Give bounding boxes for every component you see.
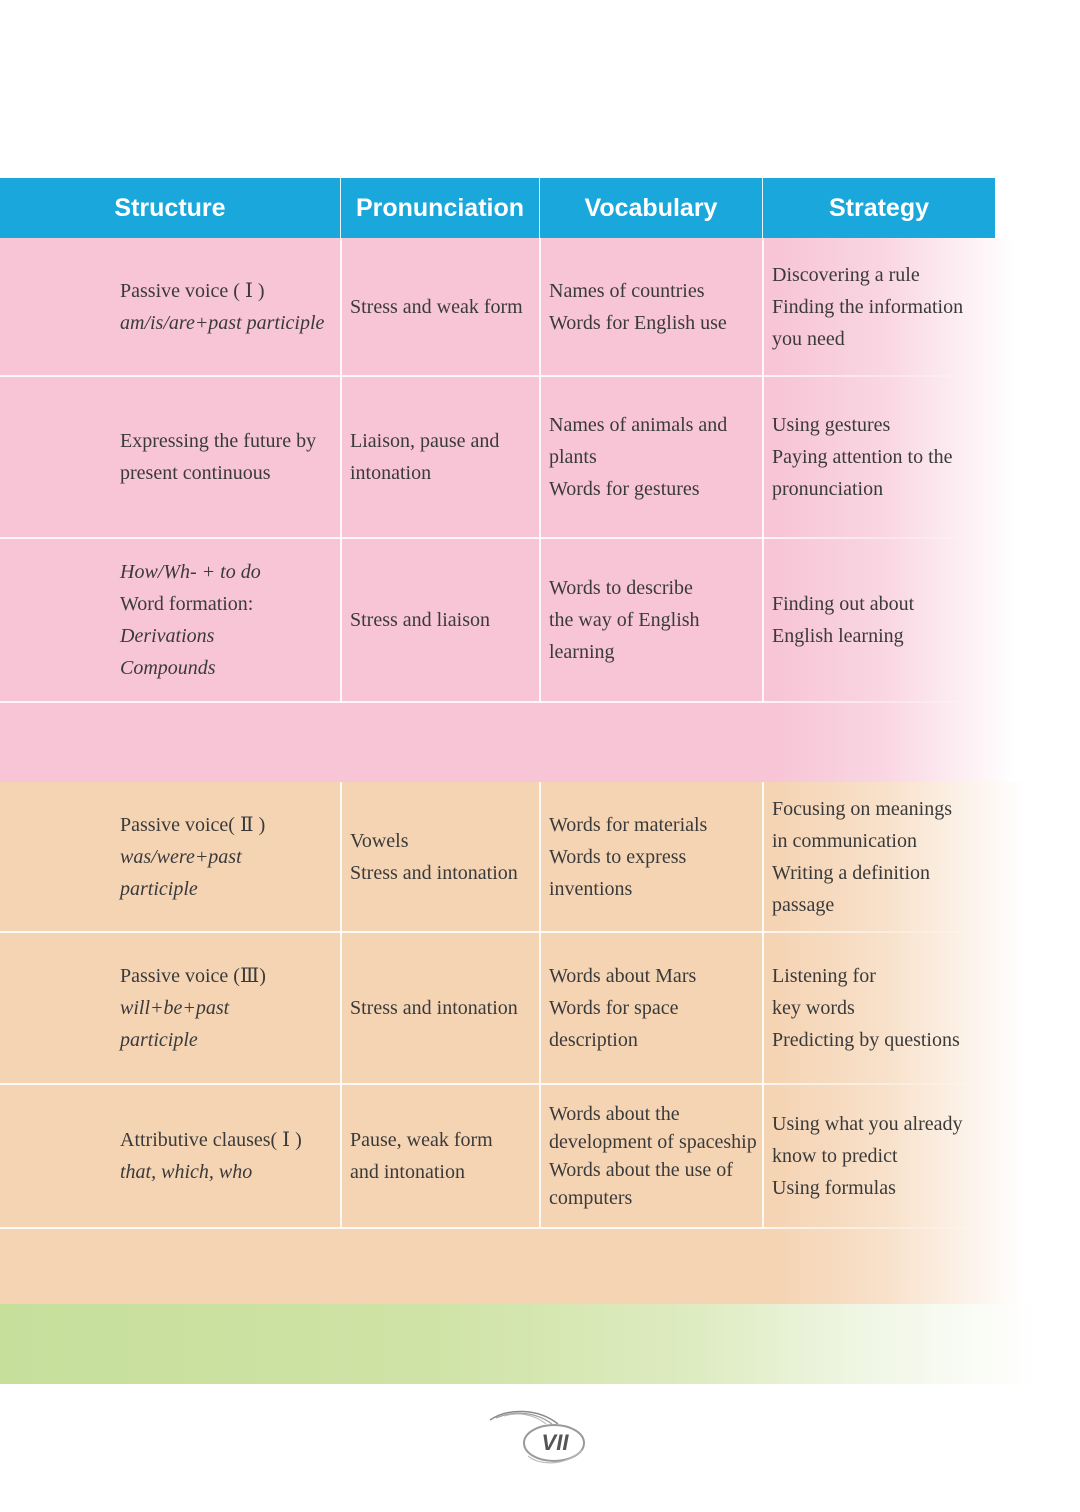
vocabulary-cell: Words about the development of spaceship Words about the use of computers [539,1084,762,1228]
pronunciation-cell: Stress and intonation [340,932,539,1084]
vocabulary-cell: Words for materials Words to express inventions [539,782,762,932]
strategy-cell: Finding out about English learning [762,538,995,702]
vocabulary-cell: Names of countries Words for English use [539,238,762,376]
vocabulary-cell: Names of animals and plants Words for gestures [539,376,762,538]
strategy-cell: Listening for key words Predicting by questions [762,932,995,1084]
structure-cell: Passive voice ( Ⅰ ) am/is/are+past participle [120,280,325,334]
table-row [0,932,1080,1084]
strategy-cell: Discovering a rule Finding the information you need [762,238,995,376]
table-row [0,1084,1080,1228]
strategy-cell: Focusing on meanings in communication Writing a definition passage [762,782,995,932]
table-row [0,538,1080,702]
table-header [0,178,995,238]
vocabulary-cell: Words to describe the way of English learning [539,538,762,702]
pronunciation-cell: Vowels Stress and intonation [340,782,539,932]
pronunciation-cell: Pause, weak form and intonation [340,1084,539,1228]
strategy-cell: Using what you already know to predict Using formulas [762,1084,995,1228]
header-strategy: Strategy [762,178,995,238]
module-section-orange [0,782,1080,1304]
table-row [0,238,1080,376]
strategy-cell: Using gestures Paying attention to the pronunciation [762,376,995,538]
table-row [0,782,1080,932]
page-number: VII [541,1430,569,1455]
table-row [0,376,1080,538]
pronunciation-cell: Stress and weak form [340,238,539,376]
header-pronunciation: Pronunciation [340,178,539,238]
structure-cell: Attributive clauses( Ⅰ ) that, which, who [120,1129,302,1183]
header-structure: Structure [114,193,226,222]
structure-cell: Expressing the future by present continuous [120,430,317,484]
pronunciation-cell: Liaison, pause and intonation [340,376,539,538]
header-vocabulary: Vocabulary [539,178,762,238]
pronunciation-cell: Stress and liaison [340,538,539,702]
structure-cell: Passive voice (Ⅲ) will+be+past participle [120,965,266,1051]
structure-cell: Passive voice( Ⅱ ) was/were+past participle [120,814,266,900]
vocabulary-cell: Words about Mars Words for space description [539,932,762,1084]
module-section-pink [0,238,1080,782]
structure-cell: How/Wh- + to do Word formation: Derivations Compounds [120,561,261,679]
module-section-green [0,1304,1080,1384]
